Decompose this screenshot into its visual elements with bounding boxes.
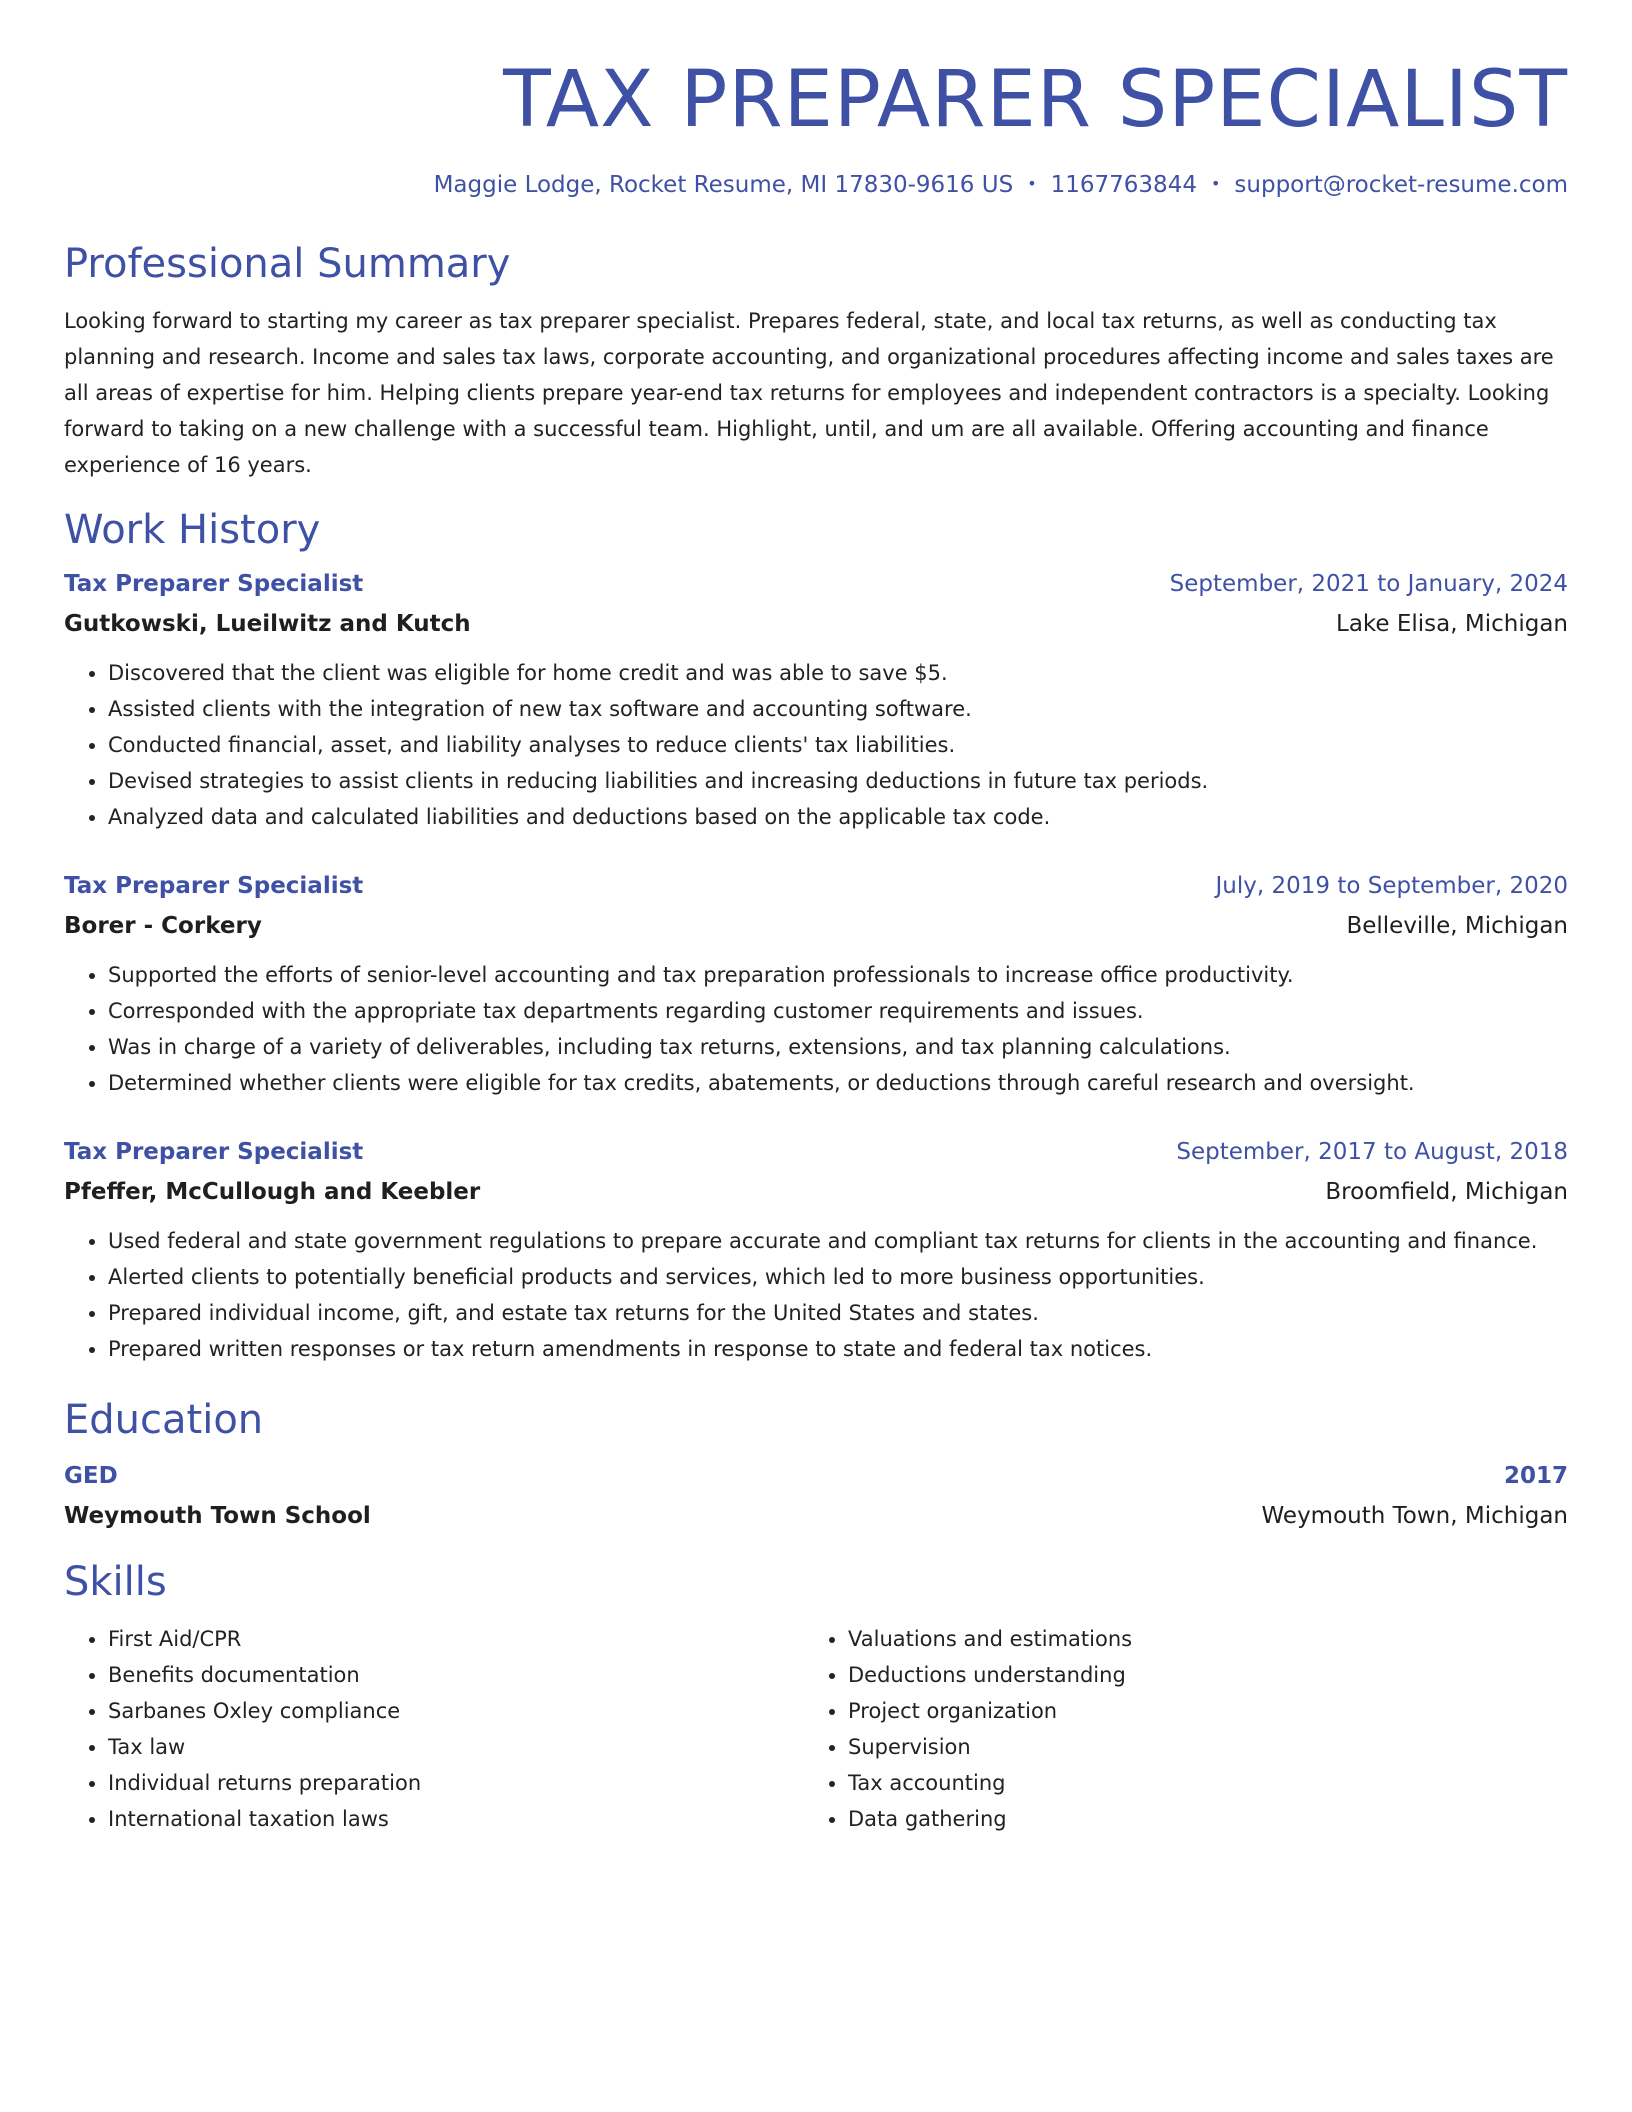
job-location: Lake Elisa, Michigan — [1336, 610, 1568, 637]
resume-name: TAX PREPARER SPECIALIST — [503, 55, 1568, 145]
skill-item: • First Aid/CPR — [108, 1621, 804, 1657]
skills-column-right — [804, 1621, 1544, 1837]
education-degree-row — [64, 1461, 1568, 1491]
contact-phone: 1167763844 — [1050, 172, 1197, 198]
job-bullet: • Discovered that the client was eligible for home credit and was able to save $5. — [108, 655, 1568, 691]
job-bullet: • Supported the efforts of senior-level accounting and tax preparation professionals to increase office productivity. — [108, 957, 1568, 993]
section-title-summary: Professional Summary — [64, 240, 511, 287]
job-bullet: • Corresponded with the appropriate tax departments regarding customer requirements and issues. — [108, 993, 1568, 1029]
skill-item: • Tax law — [108, 1729, 804, 1765]
job-title-row — [64, 871, 1568, 901]
job-title: Tax Preparer Specialist — [64, 570, 364, 597]
job-entry — [64, 569, 1568, 835]
contact-line — [64, 170, 1568, 201]
section-title-skills: Skills — [64, 1558, 167, 1605]
job-bullet: • Assisted clients with the integration of new tax software and accounting software. — [108, 691, 1568, 727]
job-bullet: • Prepared individual income, gift, and estate tax returns for the United States and states. — [108, 1295, 1568, 1331]
section-title-education: Education — [64, 1396, 264, 1443]
job-dates: September, 2021 to January, 2024 — [1169, 570, 1568, 597]
job-bullets — [64, 1223, 1568, 1367]
job-location: Belleville, Michigan — [1346, 912, 1568, 939]
skill-item: • Individual returns preparation — [108, 1765, 804, 1801]
job-bullet: • Analyzed data and calculated liabilities and deductions based on the applicable tax code. — [108, 799, 1568, 835]
job-dates: July, 2019 to September, 2020 — [1215, 872, 1568, 899]
job-bullet: • Was in charge of a variety of deliverables, including tax returns, extensions, and tax planning calculations. — [108, 1029, 1568, 1065]
education-degree: GED — [64, 1462, 118, 1489]
contact-separator: • — [1210, 173, 1221, 193]
employer-row — [64, 911, 1568, 941]
job-bullet: • Determined whether clients were eligible for tax credits, abatements, or deductions through careful research and oversight. — [108, 1065, 1568, 1101]
skill-item: • Supervision — [848, 1729, 1544, 1765]
job-bullet: • Devised strategies to assist clients in reducing liabilities and increasing deductions in future tax periods. — [108, 763, 1568, 799]
job-dates: September, 2017 to August, 2018 — [1176, 1138, 1568, 1165]
employer-name: Borer - Corkery — [64, 912, 262, 939]
education-entry — [64, 1461, 1568, 1531]
job-entry — [64, 871, 1568, 1101]
job-title: Tax Preparer Specialist — [64, 1138, 364, 1165]
employer-name: Gutkowski, Lueilwitz and Kutch — [64, 610, 471, 637]
job-title-row — [64, 569, 1568, 599]
skill-item: • International taxation laws — [108, 1801, 804, 1837]
skill-item: • Data gathering — [848, 1801, 1544, 1837]
contact-email: support@rocket-resume.com — [1234, 172, 1568, 198]
job-bullet: • Alerted clients to potentially beneficial products and services, which led to more business opportunities. — [108, 1259, 1568, 1295]
job-bullet: • Prepared written responses or tax return amendments in response to state and federal tax notices. — [108, 1331, 1568, 1367]
skills-list — [64, 1621, 1568, 1837]
job-location: Broomfield, Michigan — [1325, 1178, 1568, 1205]
job-bullets — [64, 957, 1568, 1101]
job-bullets — [64, 655, 1568, 835]
contact-address: Maggie Lodge, Rocket Resume, MI 17830-9616 US — [433, 172, 1014, 198]
employer-name: Pfeffer, McCullough and Keebler — [64, 1178, 481, 1205]
skill-item: • Sarbanes Oxley compliance — [108, 1693, 804, 1729]
section-title-work-history: Work History — [64, 506, 321, 553]
education-school-row — [64, 1501, 1568, 1531]
skill-item: • Benefits documentation — [108, 1657, 804, 1693]
contact-separator: • — [1027, 173, 1037, 193]
skill-item: • Tax accounting — [848, 1765, 1544, 1801]
summary-text: Looking forward to starting my career as tax preparer specialist. Prepares federal, state, and local tax returns, as well as conducting tax planning and research. Income and sales tax laws, corporate accounting, and organizational procedures affecting income and sales taxes are all areas of expertise for him. Helping clients prepare year-end tax returns for employees and independent contractors is a specialty. Looking forward to taking on a new challenge with a successful team. Highlight, until, and um are all available. Offering accounting and finance experience of 16 years. — [64, 308, 1554, 477]
job-title: Tax Preparer Specialist — [64, 872, 364, 899]
skills-column-left — [64, 1621, 804, 1837]
resume-header — [64, 52, 1568, 201]
skill-item: • Deductions understanding — [848, 1657, 1544, 1693]
employer-row — [64, 1177, 1568, 1207]
job-entry — [64, 1137, 1568, 1367]
job-bullet: • Conducted financial, asset, and liability analyses to reduce clients' tax liabilities. — [108, 727, 1568, 763]
job-title-row — [64, 1137, 1568, 1167]
education-year: 2017 — [1503, 1462, 1568, 1489]
job-bullet: • Used federal and state government regulations to prepare accurate and compliant tax returns for clients in the accounting and finance. — [108, 1223, 1568, 1259]
education-location: Weymouth Town, Michigan — [1261, 1502, 1568, 1529]
skill-item: • Project organization — [848, 1693, 1544, 1729]
skill-item: • Valuations and estimations — [848, 1621, 1544, 1657]
education-school: Weymouth Town School — [64, 1502, 371, 1529]
employer-row — [64, 609, 1568, 639]
